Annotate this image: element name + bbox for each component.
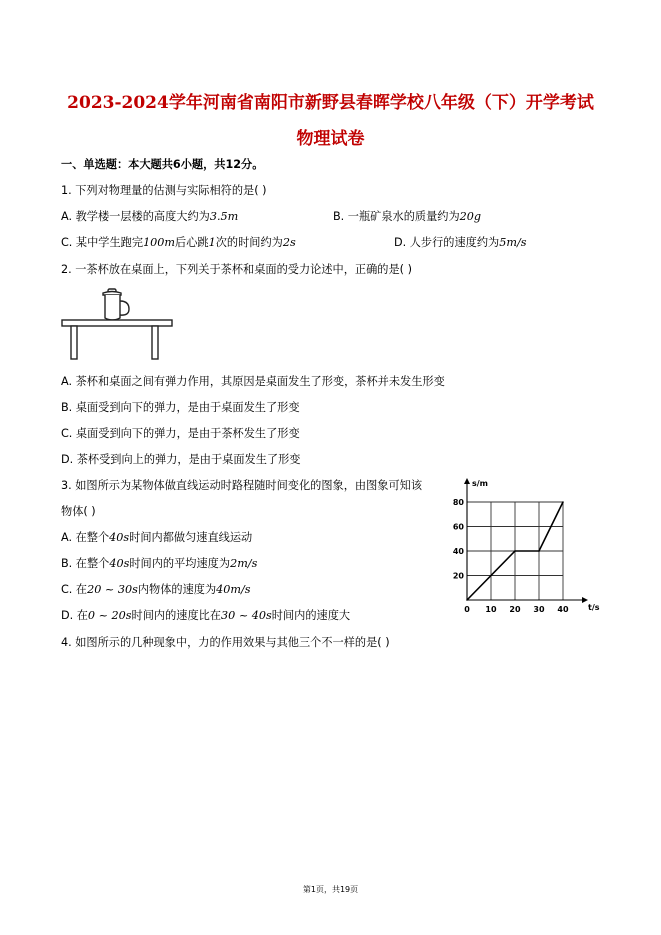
section-score: 12 bbox=[225, 158, 242, 171]
st-series-point bbox=[514, 550, 516, 552]
page-footer: 第1页，共19页 bbox=[302, 885, 359, 894]
q3-d-val: 0 ~ 20 bbox=[87, 609, 126, 622]
chart-xlabel: t/s bbox=[588, 603, 600, 612]
section-text-mid: 小题，共 bbox=[180, 158, 226, 171]
q3-d-text: D. 在 bbox=[61, 609, 88, 622]
y-tick-label: 20 bbox=[452, 571, 464, 581]
st-series-point bbox=[466, 599, 468, 601]
q3-d-unit2: s bbox=[266, 609, 272, 622]
q3-option-b bbox=[61, 555, 257, 571]
q1-option-d bbox=[394, 234, 526, 250]
q1-a-text: A. 教学楼一层楼的高度大约为 bbox=[61, 210, 210, 223]
q3-a-text2: 时间内都做匀速直线运动 bbox=[129, 531, 253, 544]
q1-stem: 1. 下列对物理量的估测与实际相符的是( ) bbox=[61, 184, 267, 197]
q1-a-unit: m bbox=[227, 210, 239, 223]
st-series-point bbox=[562, 501, 564, 503]
q1-option-b bbox=[333, 208, 481, 224]
q3-option-d bbox=[61, 607, 350, 623]
q3-c-unit: s bbox=[132, 583, 138, 596]
q3-b-unit2: m/s bbox=[237, 557, 258, 570]
x-tick-label: 40 bbox=[557, 605, 569, 614]
y-tick-label: 60 bbox=[452, 522, 464, 532]
x-tick-label: 10 bbox=[485, 605, 497, 614]
table-icon bbox=[62, 320, 172, 359]
teacup-icon bbox=[103, 289, 129, 320]
chart-ylabel: s/m bbox=[472, 479, 489, 488]
q1-d-text: D. 人步行的速度约为 bbox=[394, 236, 500, 249]
q3-b-text2: 时间内的平均速度为 bbox=[129, 557, 231, 570]
section-text-pre: 一、单选题：本大题共 bbox=[61, 158, 173, 171]
q1-b-unit: g bbox=[473, 210, 482, 223]
x-tick-label: 20 bbox=[509, 605, 521, 614]
q1-b-val: 20 bbox=[459, 210, 474, 223]
q2-option-d: D. 茶杯受到向上的弹力，是由于桌面发生了形变 bbox=[61, 453, 301, 466]
q3-d-text3: 时间内的速度大 bbox=[271, 609, 351, 622]
q1-d-unit: m/s bbox=[506, 236, 527, 249]
q2-option-b: B. 桌面受到向下的弹力，是由于桌面发生了形变 bbox=[61, 401, 300, 414]
q3-b-val2: 2 bbox=[230, 557, 238, 570]
q1-a-val: 3.5 bbox=[209, 210, 228, 223]
q1-d-val: 5 bbox=[499, 236, 507, 249]
q2-stem: 2. 一茶杯放在桌面上，下列关于茶杯和桌面的受力论述中，正确的是( ) bbox=[61, 263, 412, 276]
q1-c-text3: 次的时间约为 bbox=[215, 236, 283, 249]
q3-c-val2: 40 bbox=[216, 583, 231, 596]
x-tick-label: 0 bbox=[464, 605, 470, 614]
q2-option-c: C. 桌面受到向下的弹力，是由于茶杯发生了形变 bbox=[61, 427, 300, 440]
q3-option-c bbox=[61, 581, 251, 597]
section-count: 6 bbox=[172, 158, 181, 171]
q3-option-a bbox=[61, 529, 252, 545]
q1-c-val: 100 bbox=[143, 236, 165, 249]
y-axis-arrow bbox=[464, 478, 470, 484]
q3-d-text2: 时间内的速度比在 bbox=[131, 609, 222, 622]
section-heading bbox=[61, 156, 263, 172]
q2-option-a: A. 茶杯和桌面之间有弹力作用，其原因是桌面发生了形变，茶杯并未发生形变 bbox=[61, 375, 445, 388]
q3-c-text2: 内物体的速度为 bbox=[137, 583, 217, 596]
q3-a-val: 40 bbox=[109, 531, 124, 544]
q1-c-text2: 后心跳 bbox=[175, 236, 209, 249]
q1-c-val3: 2 bbox=[282, 236, 290, 249]
exam-title-line2: 物理试卷 bbox=[296, 129, 365, 149]
q3-c-val: 20 ~ 30 bbox=[87, 583, 133, 596]
st-series-point bbox=[538, 550, 540, 552]
q1-options-cd bbox=[61, 234, 621, 250]
q3-stem-line1: 3. 如图所示为某物体做直线运动时路程随时间变化的图象，由图象可知该 bbox=[61, 479, 423, 492]
q3-d-unit: s bbox=[125, 609, 132, 622]
q1-option-a bbox=[61, 210, 238, 223]
y-tick-label: 80 bbox=[452, 498, 464, 507]
q3-c-text: C. 在 bbox=[61, 583, 88, 596]
q1-option-c bbox=[61, 236, 296, 249]
q3-a-text: A. 在整个 bbox=[61, 531, 110, 544]
y-tick-label: 40 bbox=[452, 547, 464, 556]
q1-b-text: B. 一瓶矿泉水的质量约为 bbox=[333, 210, 460, 223]
st-graph bbox=[440, 472, 610, 618]
q1-c-text: C. 某中学生跑完 bbox=[61, 236, 144, 249]
q1-c-unit3: s bbox=[290, 236, 296, 249]
x-tick-label: 30 bbox=[533, 605, 545, 614]
section-text-post: 分。 bbox=[241, 158, 264, 171]
q3-b-text: B. 在整个 bbox=[61, 557, 110, 570]
exam-title-line1: 2023-2024学年河南省南阳市新野县春晖学校八年级（下）开学考试 bbox=[67, 93, 594, 113]
table-teacup-figure bbox=[60, 285, 176, 363]
q4-stem: 4. 如图所示的几种现象中，力的作用效果与其他三个不一样的是( ) bbox=[61, 636, 390, 649]
q3-c-unit2: m/s bbox=[230, 583, 251, 596]
q3-b-val: 40 bbox=[109, 557, 124, 570]
q3-a-unit: s bbox=[123, 531, 130, 544]
q3-b-unit: s bbox=[123, 557, 130, 570]
q3-stem-line2: 物体( ) bbox=[61, 505, 96, 518]
q1-c-unit: m bbox=[164, 236, 176, 249]
q1-options-ab bbox=[61, 208, 621, 224]
q3-d-val2: 30 ~ 40 bbox=[221, 609, 266, 622]
q1-c-val2: 1 bbox=[208, 236, 216, 249]
